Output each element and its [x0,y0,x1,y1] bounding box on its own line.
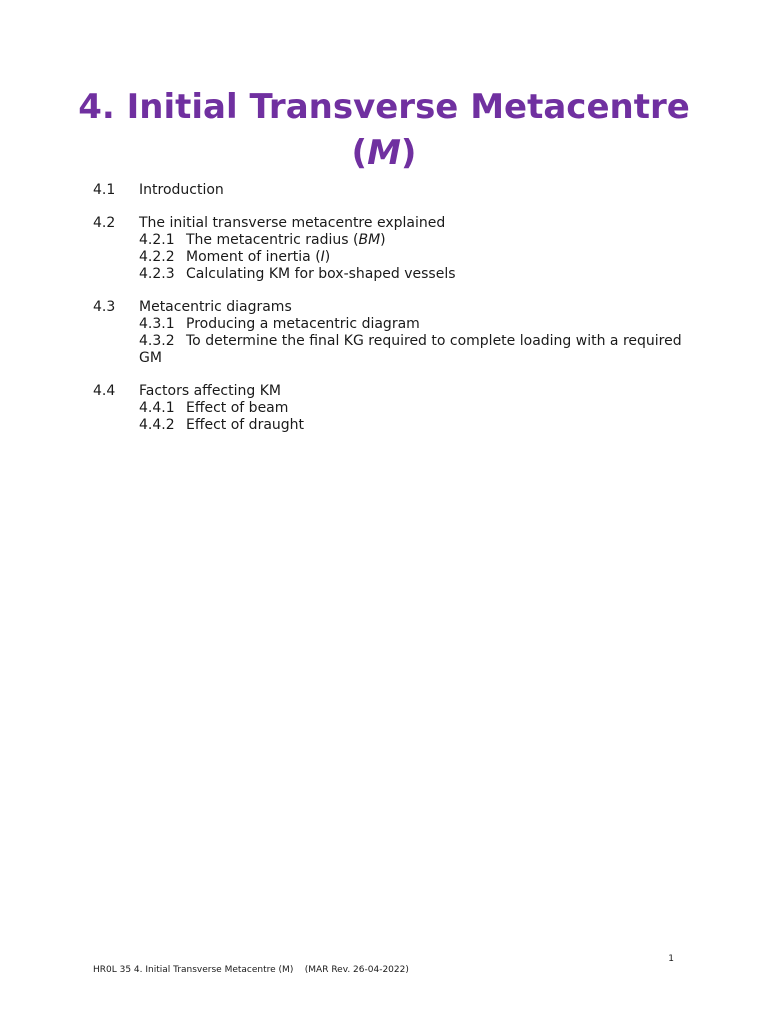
subsection-number: 4.2.3 [139,266,175,282]
title-symbol-m: M [367,133,401,173]
subsection-title-symbol: I [320,249,325,265]
section-title: Introduction [139,182,224,198]
section-title: Factors affecting KM [139,383,281,399]
section-title: The initial transverse metacentre explained [139,215,446,231]
title-paren-close: ) [400,133,417,173]
section-title: Metacentric diagrams [139,299,292,315]
section-number: 4.2 [93,215,116,231]
title-paren-open: ( [351,133,368,173]
subsection-title [186,249,693,266]
subsection-number: 4.2.1 [139,232,175,248]
subsection-title-pre: Moment of inertia ( [186,249,321,265]
subsection-title-pre: The metacentric radius ( [186,232,359,248]
section-number: 4.1 [93,182,116,198]
subsection-title-post: ) [324,249,331,265]
subsection-number: 4.4.2 [139,417,175,433]
subsection-title [186,232,693,249]
toc-subsection-4-4-2 [139,417,693,434]
subsection-number: 4.2.2 [139,249,175,265]
section-number: 4.3 [93,299,116,315]
toc-subsection-4-3-2 [139,333,693,350]
table-of-contents [93,182,693,450]
subsection-title: Effect of draught [186,417,305,433]
subsection-title: Calculating KM for box-shaped vessels [186,266,456,282]
page-title [60,84,708,176]
toc-subsection-4-4-1 [139,400,693,417]
title-line-1: 4. Initial Transverse Metacentre [78,87,690,127]
subsection-number: 4.3.2 [139,333,175,349]
subsection-title: To determine the final KG required to complete loading with a required [186,333,682,349]
title-line-2 [60,130,708,176]
section-number: 4.4 [93,383,116,399]
subsection-number: 4.4.1 [139,400,175,416]
toc-subsection-4-2-2 [139,249,693,266]
page-number: 1 [668,954,674,964]
toc-subsection-4-3-1 [139,316,693,333]
toc-section-4-3 [93,299,693,367]
toc-subsection-4-2-1 [139,232,693,249]
subsection-title-continuation: GM [139,350,162,366]
subsection-title-symbol: BM [358,232,381,248]
subsection-number: 4.3.1 [139,316,175,332]
page-footer: HR0L 35 4. Initial Transverse Metacentre (M) (MAR Rev. 26-04-2022) [93,965,409,975]
toc-section-4-4 [93,383,693,434]
toc-section-4-2 [93,215,693,283]
toc-subsection-4-2-3 [139,266,693,283]
toc-section-4-1 [93,182,693,199]
subsection-title: Producing a metacentric diagram [186,316,420,332]
subsection-title: Effect of beam [186,400,289,416]
subsection-title-post: ) [380,232,386,248]
